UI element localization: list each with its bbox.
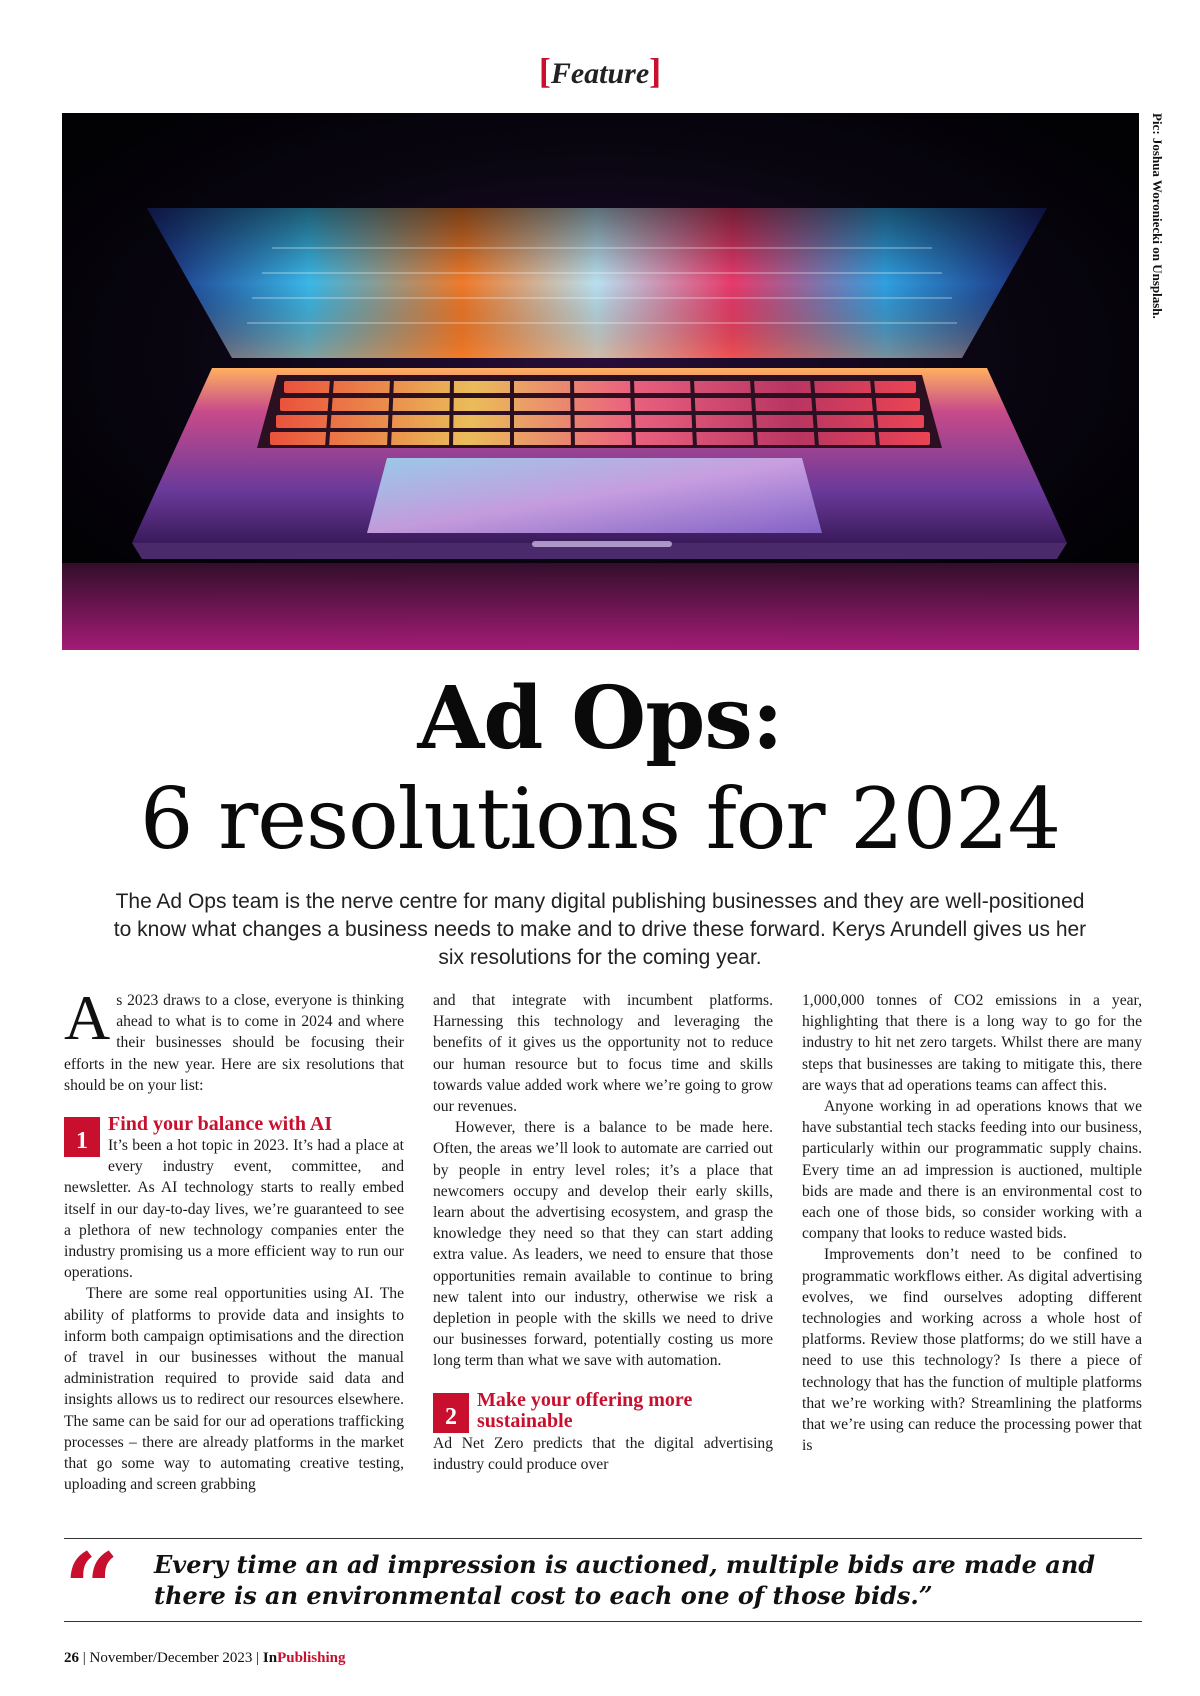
subhead-title: Find your balance with AI — [108, 1114, 333, 1136]
paragraph: It’s been a hot topic in 2023. It’s had a place at every industry event, committee, and newsletter. As AI technology starts to really embed itself in our day-to-day lives, we’re guaranteed to see a plethora of new technology companies enter the industry promising us a more efficient way to run our operations. — [64, 1137, 404, 1282]
paragraph: 1,000,000 tonnes of CO2 emissions in a year, highlighting that there is a long way to go for the industry to hit net zero targets. Whilst there are many steps that businesses are taking to mitigate this, there are ways that ad operations teams can affect this. — [802, 992, 1142, 1094]
paragraph: However, there is a balance to be made here. Often, the areas we’ll look to automate are carried out by people in entry level roles; it’s a place that newcomers occupy and develop their early skills, learn about the advertising ecosystem, and grasp the knowledge they need so that they can start adding extra value. As leaders, we need to ensure that those opportunities remain available to continue to bring new talent into our industry, otherwise we risk a depletion in people with the skills we need to drive our businesses forward, potentially costing us more long term than what we save with automation. — [433, 1119, 773, 1370]
intro-text: s 2023 draws to a close, everyone is thinking ahead to what is to come in 2024 and where their businesses should be focusing their efforts in the new year. Here are six resolutions that should be on your list: — [64, 992, 404, 1094]
article-body — [64, 990, 1142, 1518]
subhead-number-badge: 2 — [433, 1393, 469, 1433]
laptop-illustration — [62, 113, 1139, 650]
paragraph: and that integrate with incumbent platforms. Harnessing this technology and leveraging the benefits of it gives us the opportunity not to reduce our human resource but to focus time and skills towards value added work where we’re going to grow our revenues. — [433, 992, 773, 1116]
section-close-bracket: ] — [649, 51, 662, 91]
folio — [64, 1650, 345, 1667]
subhead-title: Make your offering more sustainable — [477, 1389, 693, 1432]
subhead-number-badge: 1 — [64, 1117, 100, 1157]
page-number: 26 — [64, 1650, 79, 1666]
section-label: Feature — [550, 57, 650, 90]
article-column-1 — [64, 990, 404, 1518]
paragraph: Improvements don’t need to be confined to programmatic workflows either. As digital advertising evolves, we find ourselves adopting different technologies and working across a whole host of platforms. Review those platforms; do we still have a need to use this technology? Is there a piece of technology that has the function of multiple platforms that we’re working with? Streamlining the platforms that we’re using can reduce the processing power that is — [802, 1246, 1142, 1455]
intro-paragraph — [64, 990, 404, 1096]
section-tag — [0, 50, 1200, 92]
quote-mark-icon: “ — [64, 1532, 120, 1645]
pull-quote — [64, 1532, 1142, 1645]
drop-cap: A — [64, 990, 111, 1053]
subhead-2 — [433, 1390, 773, 1433]
section-open-bracket: [ — [538, 51, 551, 91]
headline-line-2: 6 resolutions for 2024 — [139, 770, 1061, 868]
headline-line-1: Ad Ops: — [417, 668, 783, 769]
paragraph: Anyone working in ad operations knows that we have substantial tech stacks feeding into our business, particularly within our programmatic supply chains. Every time an ad impression is auctioned, multiple bids are made and there is an environmental cost to each one of those bids, so consider working with a company that looks to reduce wasted bids. — [802, 1098, 1142, 1243]
photo-credit-text: Pic: Joshua Woroniecki on Unsplash. — [1150, 113, 1165, 319]
article-column-3 — [802, 990, 1142, 1518]
publication-name: InPublishing — [262, 1650, 346, 1666]
standfirst: The Ad Ops team is the nerve centre for many digital publishing businesses and they are well-positioned to know what changes a business needs to make and to drive these forward. Kerys Arundell gives us her six resolutions for the coming year. — [113, 890, 1087, 969]
article-column-2 — [433, 990, 773, 1518]
subhead-1 — [64, 1114, 404, 1283]
photo-credit — [1142, 113, 1172, 333]
issue-date: November/December 2023 — [89, 1650, 253, 1666]
paragraph: Ad Net Zero predicts that the digital advertising industry could produce over — [433, 1434, 773, 1473]
folio-separator: | — [256, 1650, 260, 1666]
hero-photo-laptop — [62, 113, 1139, 650]
folio-separator: | — [82, 1650, 86, 1666]
pull-quote-text: Every time an ad impression is auctioned, multiple bids are made and there is an environmental cost to each one of those bids.” — [154, 1550, 1096, 1610]
paragraph: There are some real opportunities using AI. The ability of platforms to provide data and insights to inform both campaign optimisations and the direction of travel in our businesses without the manual administration required to provide said data and insights allows us to redirect our resources elsewhere. The same can be said for our ad operations trafficking processes – there are already platforms in the market that go some way to automating creative testing, uploading and screen grabbing — [64, 1285, 404, 1494]
